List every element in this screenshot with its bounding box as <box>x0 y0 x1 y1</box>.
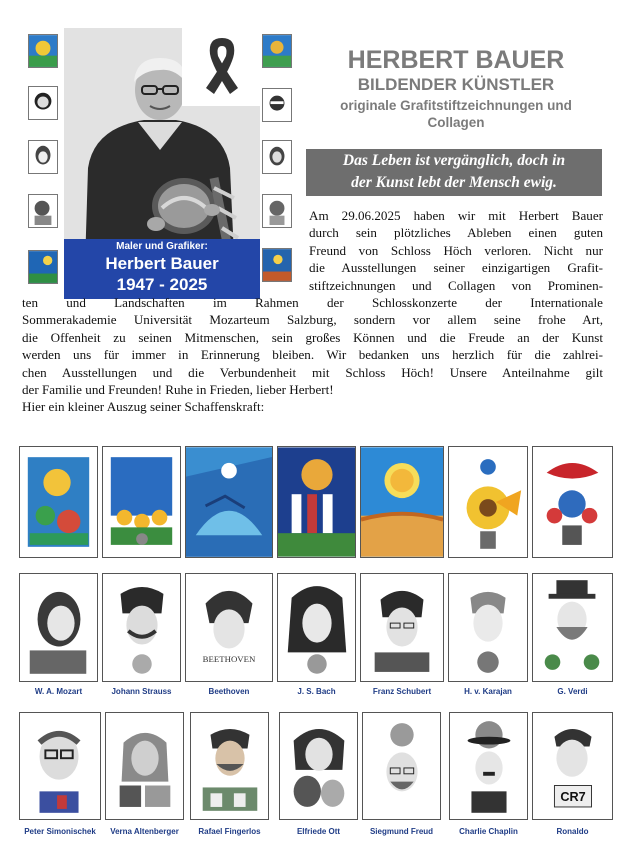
caption-fingerlos: Rafael Fingerlos <box>198 827 261 836</box>
mourning-ribbon-panel <box>182 28 262 106</box>
artwork-colorful-6 <box>448 446 528 558</box>
side-thumb-3 <box>28 140 58 174</box>
banner-years: 1947 - 2025 <box>116 275 208 294</box>
caption-verdi: G. Verdi <box>557 687 588 696</box>
body-line: chen Ausstellungen und die Verbundenheit mit Schloss Höch! Unsere Anteilnahme gilt <box>22 364 603 380</box>
body-line: die Offenheit zu seinen Mitmenschen, sein großes Können und die Freude an der Kunst <box>22 329 603 345</box>
artwork-simonischek <box>19 712 101 820</box>
caption-strauss: Johann Strauss <box>111 687 172 696</box>
cr7-badge: CR7 <box>560 790 586 805</box>
artwork-elfriede-ott <box>279 712 358 820</box>
artwork-colorful-4 <box>277 446 356 558</box>
caption-elfriede-ott: Elfriede Ott <box>296 827 341 836</box>
artwork-verdi <box>532 573 613 682</box>
artwork-colorful-7 <box>532 446 613 558</box>
banner-role: Maler und Grafiker: <box>116 241 208 252</box>
caption-bach: J. S. Bach <box>297 687 336 696</box>
artwork-fingerlos <box>190 712 269 820</box>
side-thumb-9 <box>262 194 292 228</box>
beethoven-signature: BEETHOVEN <box>202 654 256 665</box>
body-text-right <box>309 207 603 294</box>
artist-subtitle-line2: Collagen <box>427 115 485 130</box>
artwork-altenberger <box>105 712 184 820</box>
gallery-intro: Hier ein kleiner Auszug seiner Schaffenskraft: <box>22 399 265 415</box>
body-text-full <box>22 294 603 416</box>
body-line: Freund von Schloss Höch verloren. Nicht nur <box>309 242 603 258</box>
motto-line2: der Kunst lebt der Mensch ewig. <box>351 174 557 191</box>
caption-schubert: Franz Schubert <box>372 687 432 696</box>
body-line: ten und Landschaften im Rahmen der Schlosskonzerte der Internationale <box>22 295 603 310</box>
motto-line1: Das Leben ist vergänglich, doch in <box>342 152 566 169</box>
artwork-colorful-2 <box>102 446 181 558</box>
artwork-colorful-1 <box>19 446 98 558</box>
side-thumb-10 <box>262 248 292 282</box>
body-line: die Ausstellungen seiner einzigartigen Grafit- <box>309 260 603 276</box>
caption-karajan: H. v. Karajan <box>464 687 512 696</box>
body-line: durch sein plötzliches Ableben einen guten <box>309 225 603 241</box>
artwork-schubert <box>360 573 444 682</box>
side-thumb-4 <box>28 194 58 228</box>
artwork-chaplin <box>449 712 528 820</box>
artwork-beethoven <box>185 573 273 682</box>
motto-box <box>306 149 602 196</box>
side-thumb-5 <box>28 250 58 284</box>
artwork-ronaldo <box>532 712 613 820</box>
side-thumb-2 <box>28 86 58 120</box>
body-line: Am 29.06.2025 haben wir mit Herbert Bauer <box>309 208 603 223</box>
artwork-mozart <box>19 573 98 682</box>
side-thumb-7 <box>262 88 292 122</box>
caption-altenberger: Verna Altenberger <box>110 827 179 836</box>
side-thumb-8 <box>262 140 292 174</box>
artist-subtitle-line1: originale Grafitstiftzeichnungen und <box>340 98 572 113</box>
artist-profession: BILDENDER KÜNSTLER <box>357 75 555 94</box>
artwork-freud <box>362 712 441 820</box>
side-thumb-1 <box>28 34 58 68</box>
banner-name: Herbert Bauer <box>105 254 219 273</box>
portrait-banner <box>64 239 260 299</box>
artist-name-heading: HERBERT BAUER <box>347 46 565 74</box>
body-line: stiftzeichnungen und Collagen von Prominen- <box>309 277 603 293</box>
caption-ronaldo: Ronaldo <box>556 827 589 836</box>
body-line: Sommerakademie Universität Mozarteum Salzburg, sondern vor allem seine frohe Art, <box>22 312 603 328</box>
caption-chaplin: Charlie Chaplin <box>459 827 518 836</box>
artwork-colorful-5 <box>360 446 444 558</box>
caption-simonischek: Peter Simonischek <box>24 827 96 836</box>
artwork-karajan <box>448 573 528 682</box>
body-line-last: der Familie und Freunden! Ruhe in Frieden, lieber Herbert! <box>22 382 334 398</box>
caption-freud: Siegmund Freud <box>369 827 434 836</box>
caption-mozart: W. A. Mozart <box>34 687 83 696</box>
artwork-colorful-3 <box>185 446 273 558</box>
side-thumb-6 <box>262 34 292 68</box>
caption-beethoven: Beethoven <box>208 687 250 696</box>
mourning-ribbon-icon <box>182 28 262 106</box>
artwork-johann-strauss <box>102 573 181 682</box>
artwork-bach <box>277 573 356 682</box>
body-line: werden uns für immer in Erinnerung bleiben. Wir bedanken uns herzlich für die zahlrei- <box>22 347 603 363</box>
